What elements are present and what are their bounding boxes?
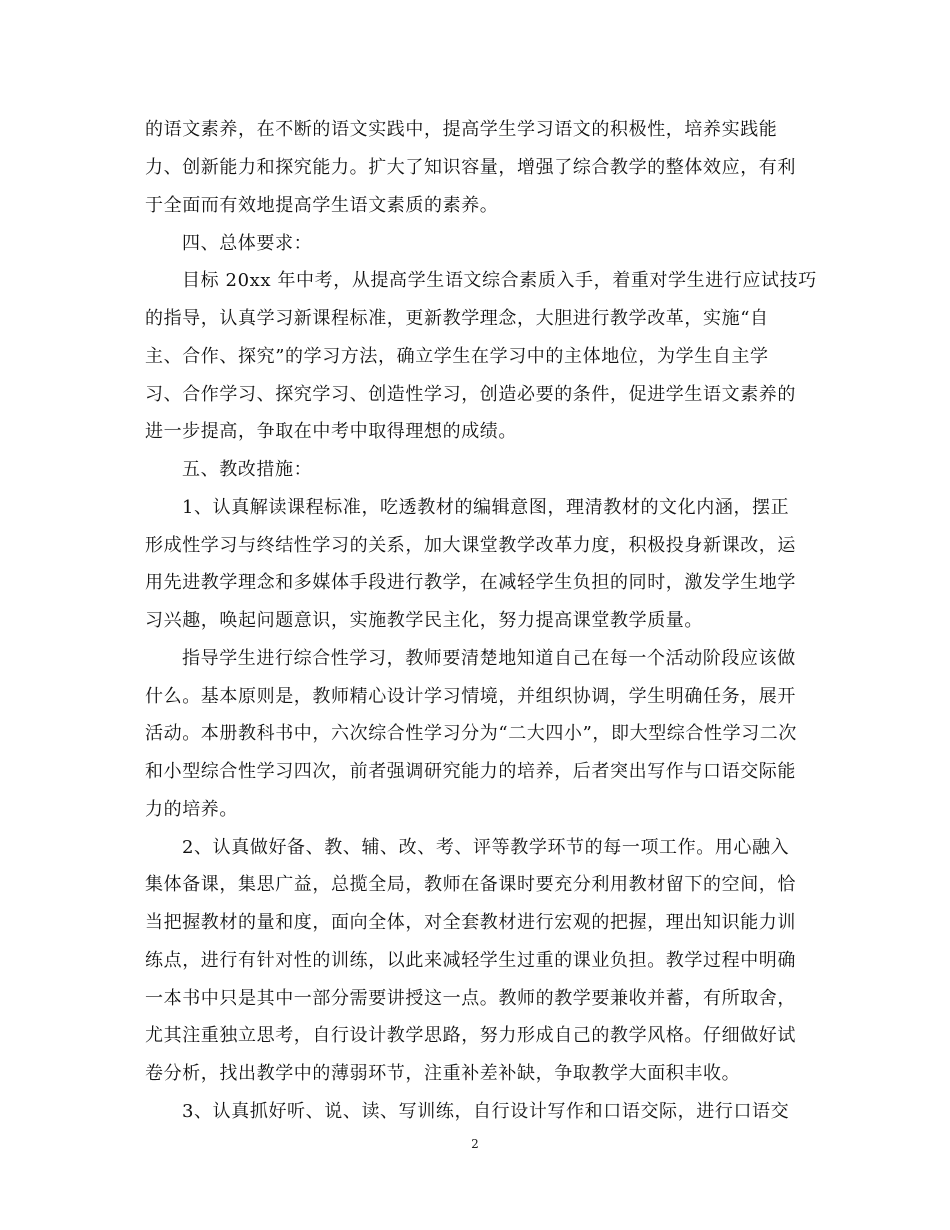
text-line: 的指导，认真学习新课程标准，更新教学理念，大胆进行教学改革，实施“自 — [145, 308, 769, 329]
paragraph-start: 1、认真解读课程标准，吃透教材的编辑意图，理清教材的文化内涵，摆正 — [182, 497, 790, 518]
text-line: 什么。基本原则是，教师精心设计学习情境，并组织协调，学生明确任务，展开 — [145, 686, 796, 707]
text-line: 的语文素养，在不断的语文实践中，提高学生学习语文的积极性，培养实践能 — [145, 119, 778, 140]
page-number: 2 — [471, 1137, 479, 1151]
text-line: 进一步提高，争取在中考中取得理想的成绩。 — [145, 421, 517, 442]
text-line: 尤其注重独立思考，自行设计教学思路，努力形成自己的教学风格。仔细做好试 — [145, 1025, 796, 1046]
text-line: 主、合作、探究”的学习方法，确立学生在学习中的主体地位，为学生自主学 — [145, 346, 769, 367]
text-line: 练点，进行有针对性的训练，以此来减轻学生过重的课业负担。教学过程中明确 — [145, 950, 796, 971]
text-line: 习、合作学习、探究学习、创造性学习，创造必要的条件，促进学生语文素养的 — [145, 384, 796, 405]
text-line: 力的培养。 — [145, 799, 238, 820]
text-line: 一本书中只是其中一部分需要讲授这一点。教师的教学要兼收并蓄，有所取舍， — [145, 988, 796, 1009]
section-heading: 四、总体要求： — [182, 233, 313, 254]
text-line: 习兴趣，唤起问题意识，实施教学民主化，努力提高课堂教学质量。 — [145, 610, 703, 631]
text-line: 集体备课，集思广益，总揽全局，教师在备课时要充分利用教材留下的空间，恰 — [145, 874, 796, 895]
paragraph-start: 指导学生进行综合性学习，教师要清楚地知道自己在每一个活动阶段应该做 — [182, 648, 796, 669]
text-line: 当把握教材的量和度，面向全体，对全套教材进行宏观的把握，理出知识能力训 — [145, 912, 796, 933]
paragraph-start: 3、认真抓好听、说、读、写训练，自行设计写作和口语交际，进行口语交 — [182, 1101, 790, 1122]
paragraph-start: 目标 20xx 年中考，从提高学生语文综合素质入手，着重对学生进行应试技巧 — [182, 270, 817, 291]
text-line: 力、创新能力和探究能力。扩大了知识容量，增强了综合教学的整体效应，有利 — [145, 157, 796, 178]
paragraph-start: 2、认真做好备、教、辅、改、考、评等教学环节的每一项工作。用心融入 — [182, 837, 790, 858]
text-line: 活动。本册教科书中，六次综合性学习分为“二大四小”，即大型综合性学习二次 — [145, 723, 798, 744]
text-line: 于全面而有效地提高学生语文素质的素养。 — [145, 195, 499, 216]
section-heading: 五、教改措施： — [182, 459, 313, 480]
text-line: 卷分析，找出教学中的薄弱环节，注重补差补缺，争取教学大面积丰收。 — [145, 1063, 741, 1084]
text-line: 形成性学习与终结性学习的关系，加大课堂教学改革力度，积极投身新课改，运 — [145, 535, 796, 556]
text-line: 和小型综合性学习四次，前者强调研究能力的培养，后者突出写作与口语交际能 — [145, 761, 796, 782]
text-line: 用先进教学理念和多媒体手段进行教学，在减轻学生负担的同时，激发学生地学 — [145, 572, 796, 593]
